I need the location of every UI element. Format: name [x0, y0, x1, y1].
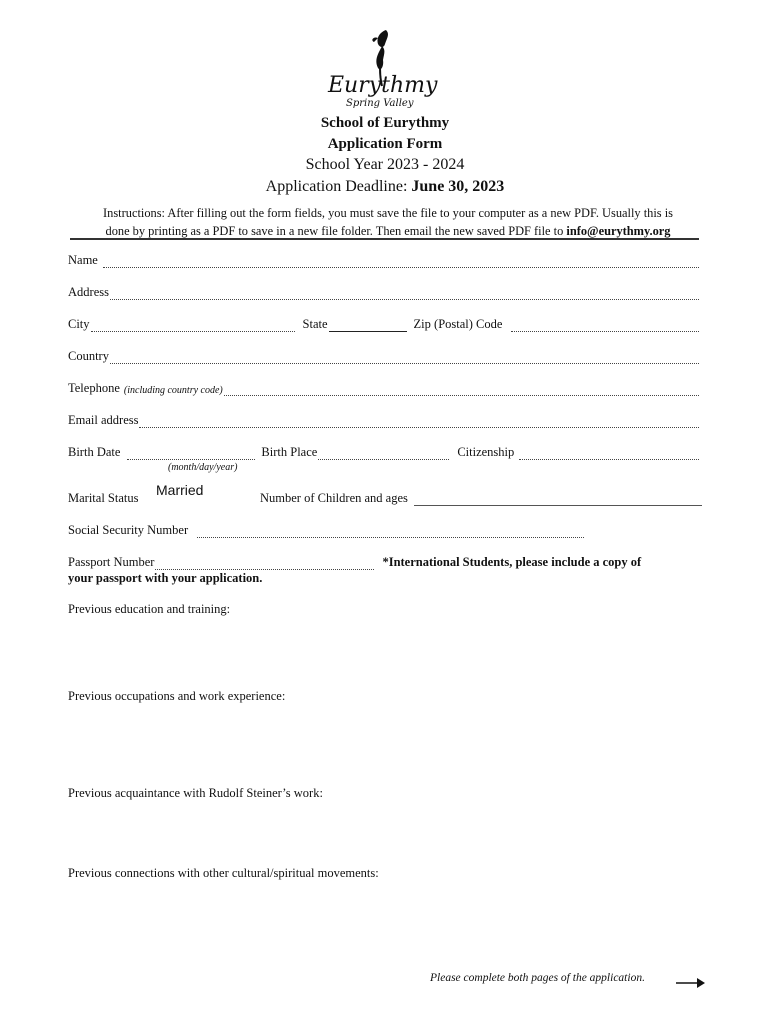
instructions-divider [70, 238, 699, 240]
birth-date-input[interactable] [127, 449, 255, 460]
education-prompt: Previous education and training: [68, 602, 231, 616]
continue-note: Please complete both pages of the application. [430, 972, 645, 984]
passport-label: Passport Number [68, 555, 155, 569]
zip-label: Zip (Postal) Code [413, 317, 503, 331]
passport-note-continued: your passport with your application. [68, 571, 263, 585]
instructions [58, 204, 718, 240]
address-field[interactable] [68, 285, 699, 300]
movements-prompt: Previous connections with other cultural/spiritual movements: [68, 866, 379, 880]
passport-input[interactable] [155, 559, 374, 570]
email-label: Email address [68, 413, 139, 427]
country-field[interactable] [68, 349, 699, 364]
country-input[interactable] [110, 353, 699, 364]
school-logo [318, 26, 448, 112]
telephone-label: Telephone [68, 381, 120, 395]
passport-row [68, 555, 698, 570]
birth-date-format-note: (month/day/year) [168, 462, 238, 473]
marital-status-input[interactable]: Married [156, 482, 204, 498]
address-label: Address [68, 285, 109, 299]
ssn-label: Social Security Number [68, 523, 189, 537]
citizenship-input[interactable] [519, 449, 699, 460]
logo-wordmark: Eurythmy [328, 73, 438, 98]
occupations-prompt: Previous occupations and work experience: [68, 689, 286, 703]
school-year: School Year 2023 - 2024 [305, 156, 465, 173]
city-label: City [68, 317, 90, 331]
zip-input[interactable] [511, 321, 699, 332]
instructions-line-2: done by printing as a PDF to save in a new file folder. Then email the new saved PDF file to info@eurythmy.org [105, 224, 671, 238]
birth-place-input[interactable] [318, 449, 449, 460]
state-label: State [302, 317, 328, 331]
arrow-right-icon [676, 976, 706, 994]
ssn-field[interactable] [68, 523, 584, 538]
email-field[interactable] [68, 413, 699, 428]
logo-subtitle: Spring Valley [346, 98, 414, 109]
city-input[interactable] [91, 321, 295, 332]
telephone-input[interactable] [224, 385, 699, 396]
form-title: Application Form [327, 136, 443, 152]
marital-status-label: Marital Status [68, 491, 139, 505]
country-label: Country [68, 349, 109, 363]
name-field[interactable] [68, 253, 699, 268]
state-input[interactable] [329, 321, 407, 332]
deadline [0, 178, 770, 196]
telephone-note: (including country code) [123, 385, 223, 396]
ssn-input[interactable] [197, 527, 584, 538]
steiner-prompt: Previous acquaintance with Rudolf Steiner’s work: [68, 786, 323, 800]
children-label: Number of Children and ages [260, 491, 408, 505]
school-title: School of Eurythmy [320, 115, 450, 131]
city-state-zip-row [68, 317, 699, 332]
children-input[interactable] [414, 495, 702, 506]
children-field[interactable] [260, 491, 702, 506]
citizenship-label: Citizenship [457, 445, 515, 459]
deadline-label: Application Deadline: [265, 178, 412, 195]
birth-row [68, 445, 699, 460]
birth-place-label: Birth Place [261, 445, 318, 459]
birth-date-label: Birth Date [68, 445, 121, 459]
name-label: Name [68, 253, 98, 267]
address-input[interactable] [110, 289, 699, 300]
instructions-line-1: Instructions: After filling out the form fields, you must save the file to your computer as a new PDF. Usually this is [103, 206, 673, 220]
email-input[interactable] [139, 417, 699, 428]
name-input[interactable] [103, 257, 699, 268]
passport-note: *International Students, please include a copy of [382, 555, 642, 569]
contact-email: info@eurythmy.org [566, 224, 671, 238]
telephone-field[interactable] [68, 381, 699, 396]
deadline-date: June 30, 2023 [411, 178, 505, 195]
